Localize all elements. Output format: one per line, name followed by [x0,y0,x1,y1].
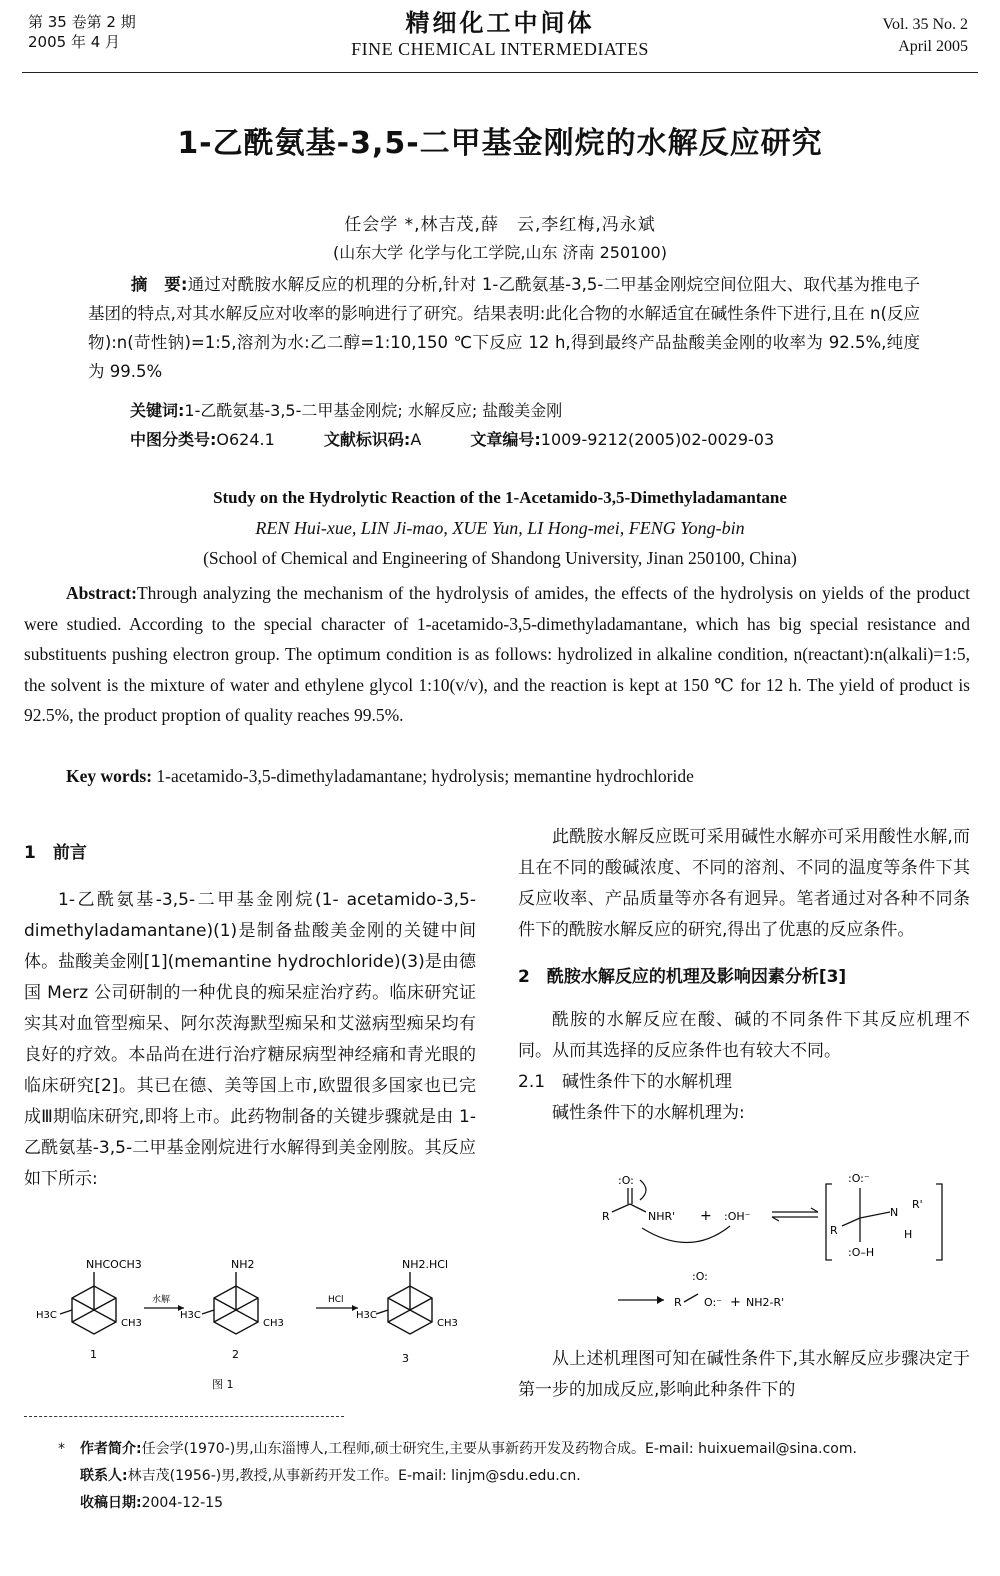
mech-nhr: NHR' [648,1210,676,1223]
issue-date-en: April 2005 [898,38,968,55]
section-1-heading: 1 前言 [24,843,87,863]
section-1-paragraph: 1-乙酰氨基-3,5-二甲基金刚烷(1- acetamido-3,5-dimethyladamantane)(1)是制备盐酸美金刚的关键中间体。盐酸美金刚[1](memantine hydrochloride)(3)是由德国 Merz 公司研制的一种优良的痴呆症治疗药。临床研究证实其对血管型痴呆、阿尔茨海默型痴呆和艾滋病型痴呆均有良好的疗效。本品尚在进行治疗糖尿病型神经痛和青光眼的临床研究[2]。其已在德、美等国上市,欧盟很多国家也已完成Ⅲ期临床研究,即将上市。此药物制备的关键步骤就是由 1-乙酰氨基-3,5-二甲基金刚烷进行水解得到美金刚胺。其反应如下所示: [24,890,476,1189]
issue-date: 2005 年 4 月 [28,33,121,51]
compound-3-methyl-right: CH3 [437,1318,458,1329]
paper-title: 1-乙酰氨基-3,5-二甲基金刚烷的水解反应研究 [177,126,823,161]
english-keywords-label: Key words: [66,766,153,786]
classification-line [130,427,818,450]
keywords-cn [130,398,562,421]
english-abstract-label: Abstract: [66,583,137,603]
right-column [518,822,970,1129]
keywords-label: 关键词: [130,401,185,420]
date-text: 2004-12-15 [141,1495,223,1511]
compound-2-substituent: NH2 [231,1258,255,1271]
subsection-2-1-heading: 2.1 碱性条件下的水解机理 [518,1072,733,1092]
journal-name [300,8,700,60]
footnote-rule [24,1416,344,1417]
mech-carbonyl-o: :O: [618,1174,634,1187]
mech-r: R [602,1210,610,1223]
compound-1-substituent: NHCOCH3 [86,1258,142,1271]
footnote-author-bio [58,1436,960,1463]
arrow-2 [316,1295,358,1311]
contact-label: 联系人: [80,1468,128,1484]
clc-value: O624.1 [216,430,275,449]
bio-label: 作者简介: [80,1441,142,1457]
date-label: 收稿日期: [80,1495,142,1511]
mech-intermediate-r: R [830,1224,838,1237]
mech-n: N [890,1206,899,1219]
mechanism-scheme [600,1168,980,1328]
right-paragraph-1: 此酰胺水解反应既可采用碱性水解亦可采用酸性水解,而且在不同的酸碱浓度、不同的溶剂、不同的温度等条件下其反应收率、产品质量等亦各有迥异。笔者通过对各种不同条件下的酰胺水解反应的研究,得出了优惠的反应条件。 [518,827,970,940]
doc-value: A [410,430,422,449]
affiliation-cn: (山东大学 化学与化工学院,山东 济南 250100) [333,243,667,262]
arrow-2-label: HCl [328,1295,344,1305]
compound-1-methyl-right: CH3 [121,1318,142,1329]
english-title: Study on the Hydrolytic Reaction of the 1-Acetamido-3,5-Dimethyladamantane [213,488,787,507]
doc-label: 文献标识码: [323,430,411,449]
mech-alkoxide-o: :O:⁻ [848,1172,870,1185]
abstract-cn [88,270,920,386]
reaction-scheme-figure [24,1250,494,1400]
compound-3-substituent: NH2.HCl [402,1258,449,1271]
right-paragraph-4: 从上述机理图可知在碱性条件下,其水解反应步骤决定于第一步的加成反应,影响此种条件下的 [518,1349,970,1400]
right-paragraph-3: 碱性条件下的水解机理为: [552,1103,745,1123]
section-2-heading: 2 酰胺水解反应的机理及影响因素分析[3] [518,967,847,987]
issue-volume: 第 35 卷第 2 期 [28,13,136,31]
compound-1-label: 1 [90,1348,97,1361]
english-affiliation: (School of Chemical and Engineering of Shandong University, Jinan 250100, China) [203,548,797,568]
mech-product-carbonyl: :O: [692,1270,708,1283]
mech-product-amine: NH2-R' [746,1296,785,1309]
mech-product-plus: + [730,1295,741,1310]
compound-2 [180,1258,284,1361]
issue-info-en [883,14,969,58]
keywords-text: 1-乙酰氨基-3,5-二甲基金刚烷; 水解反应; 盐酸美金刚 [184,401,563,420]
article-label: 文章编号: [470,430,541,449]
authors-cn: 任会学 *,林吉茂,薛 云,李红梅,冯永斌 [344,215,656,235]
footnotes [58,1436,960,1517]
footnote-contact [80,1463,960,1490]
issue-info [28,12,136,52]
english-abstract-text: Through analyzing the mechanism of the hydrolysis of amides, the effects of the hydrolysis on yields of the product were studied. According to the special character of 1-acetamido-3,5-dimethyladamantane, which has big special resistance and substituents pushing electron group. The optimum condition is as follows: hydrolized in alkaline condition, n(reactant):n(alkali)=1:5, the solvent is the mixture of water and ethylene glycol 1:10(v/v), and the reaction is kept at 150 ℃ for 12 h. The yield of product is 92.5%, the product proption of quality reaches 99.5%. [24,583,970,725]
mech-plus: + [700,1208,712,1224]
footnote-star: * [58,1441,65,1457]
compound-2-methyl-left: H3C [180,1310,201,1321]
compound-3-methyl-left: H3C [356,1310,377,1321]
right-paragraph-2: 酰胺的水解反应在酸、碱的不同条件下其反应机理不同。从而其选择的反应条件也有较大不同。 [518,1010,970,1061]
mech-product-r: R [674,1296,682,1309]
english-abstract [24,578,970,731]
issue-volume-en: Vol. 35 No. 2 [882,16,968,33]
right-column-continued [518,1344,970,1406]
figure-caption: 图 1 [212,1378,234,1391]
arrow-1 [144,1293,184,1311]
english-keywords [66,766,694,787]
compound-3 [356,1258,458,1365]
clc-label: 中图分类号: [130,430,217,449]
english-authors: REN Hui-xue, LIN Ji-mao, XUE Yun, LI Hong-mei, FENG Yong-bin [255,518,745,538]
english-keywords-text: 1-acetamido-3,5-dimethyladamantane; hydrolysis; memantine hydrochloride [156,766,694,786]
compound-3-label: 3 [402,1352,409,1365]
compound-1-methyl-left: H3C [36,1310,57,1321]
arrow-1-label: 水解 [152,1295,171,1305]
article-value: 1009-9212(2005)02-0029-03 [540,430,775,449]
bio-text: 任会学(1970-)男,山东淄博人,工程师,硕士研究生,主要从事新药开发及药物合成。E-mail: huixuemail@sina.com. [141,1441,857,1457]
journal-name-cn: 精细化工中间体 [405,9,595,37]
left-column [24,838,476,1195]
footnote-received-date [80,1490,960,1517]
contact-text: 林吉茂(1956-)男,教授,从事新药开发工作。E-mail: linjm@sdu.edu.cn. [127,1468,581,1484]
abstract-text: 通过对酰胺水解反应的机理的分析,针对 1-乙酰氨基-3,5-二甲基金刚烷空间位阻大、取代基为推电子基团的特点,对其水解反应对收率的影响进行了研究。结果表明:此化合物的水解适宜在碱性条件下进行,且在 n(反应物):n(苛性钠)=1:5,溶剂为水:乙二醇=1:10,150 ℃下反应 12 h,得到最终产品盐酸美金刚的收率为 92.5%,纯度为 99.5% [88,275,920,381]
compound-1 [36,1258,142,1361]
mech-hydroxide: :OH⁻ [724,1210,751,1223]
mech-n-h: H [904,1228,913,1241]
abstract-label: 摘 要: [130,275,188,294]
mech-oh-bottom: :O–H [848,1246,875,1259]
mech-n-substituent: R' [912,1198,923,1211]
compound-2-methyl-right: CH3 [263,1318,284,1329]
header-rule [22,72,978,73]
mech-product-carboxylate: O:⁻ [704,1296,722,1309]
compound-2-label: 2 [232,1348,239,1361]
journal-name-en: FINE CHEMICAL INTERMEDIATES [351,39,649,59]
